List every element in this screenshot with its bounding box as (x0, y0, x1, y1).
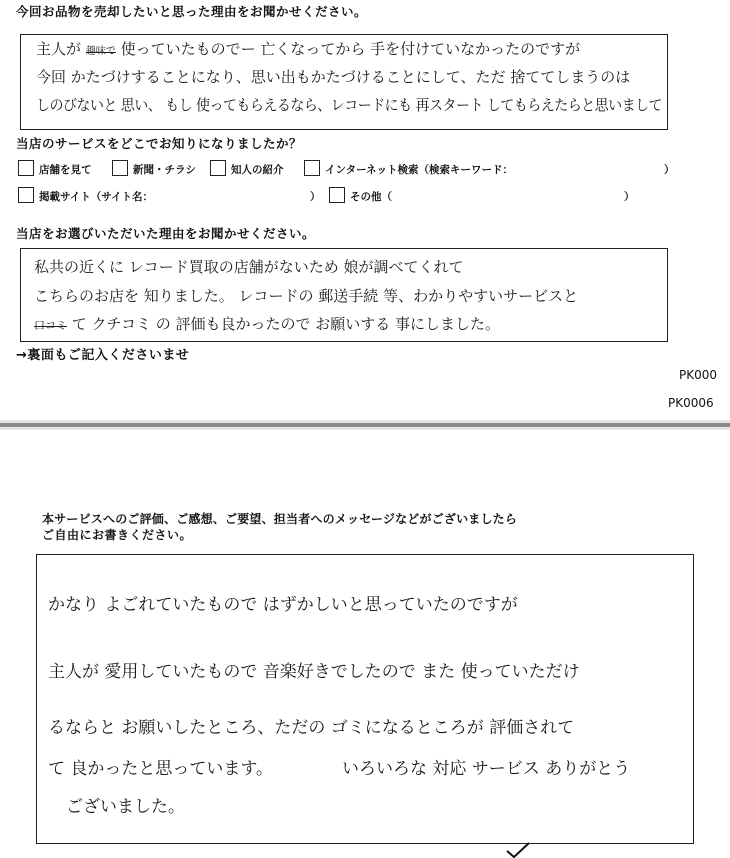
option-referral-label: 知人の紹介 (231, 164, 284, 176)
q3-answer-line-1: 私共の近くに レコード買取の店舗がないため 娘が調べてくれて (34, 258, 464, 276)
checkbox-referral[interactable] (210, 160, 226, 176)
q3-answer-line-2: こちらのお店を 知りました。 レコードの 郵送手続 等、わかりやすいサービスと (34, 287, 579, 305)
q3-answer-line-3 (34, 313, 500, 334)
checkbox-store[interactable] (18, 160, 34, 176)
q1-answer-line-1a (36, 38, 580, 59)
q3-crossed-word: 口コミ (34, 319, 67, 332)
checkbox-newspaper[interactable] (112, 160, 128, 176)
q1-crossed-word: 趣味で (85, 46, 116, 57)
option-listing-site-label: 掲載サイト（サイト名： (39, 191, 154, 203)
q1-answer-line-1-rest: 使っていたものでー 亡くなってから 手を付けていなかったのですが (120, 40, 581, 58)
other-close: ） (624, 191, 635, 203)
feedback-line-5: いろいろな 対応 サービス ありがとう (342, 759, 631, 779)
q1-answer-line-2: 今回 かたづけすることになり、思い出もかたづけることにして、ただ 捨ててしまうのは (36, 68, 631, 86)
question-2-heading: 当店のサービスをどこでお知りになりましたか？ (16, 136, 303, 151)
scan-separator (0, 420, 730, 430)
checkbox-internet[interactable] (304, 160, 320, 176)
form-page-2 (0, 430, 730, 858)
form-page-1 (0, 0, 730, 420)
feedback-heading-line-2: ご自由にお書きください。 (42, 528, 193, 542)
internet-keyword-close: ） (664, 164, 675, 176)
footer-note: →裏面もご記入くださいませ (16, 348, 190, 363)
question-3-heading: 当店をお選びいただいた理由をお聞かせください。 (16, 226, 316, 241)
question-1-heading: 今回お品物を売却したいと思った理由をお聞かせください。 (16, 4, 368, 19)
option-other-label: その他（ (350, 191, 392, 203)
listing-site-close: ） (310, 191, 321, 203)
option-newspaper-label: 新聞・チラシ (133, 164, 196, 176)
feedback-line-2: 主人が 愛用していたもので 音楽好きでしたので また 使っていただけ (48, 662, 580, 682)
form-code-2: PK0006 (668, 396, 714, 410)
q3-answer-line-3-rest: て クチコミ の 評価も良かったので お願いする 事にしました。 (71, 315, 501, 333)
q1-answer-line-1-start: 主人が (36, 40, 82, 58)
feedback-line-1: かなり よごれていたもので はずかしいと思っていたのですが (48, 595, 518, 615)
option-store-label: 店舗を見て (39, 164, 92, 176)
form-code-1: PK000 (679, 368, 718, 382)
feedback-line-6: ございました。 (66, 797, 185, 817)
checkbox-listing-site[interactable] (18, 187, 34, 203)
option-internet-label: インターネット検索（検索キーワード： (325, 164, 514, 176)
q1-answer-line-3: しのびないと 思い、 もし 使ってもらえるなら、レコードにも 再スタート してもらえたらと思いまして (36, 96, 663, 114)
feedback-line-3: るならと お願いしたところ、ただの ゴミになるところが 評価されて (48, 718, 575, 738)
feedback-line-4: て 良かったと思っています。 (48, 759, 274, 779)
feedback-heading-line-1: 本サービスへのご評価、ご感想、ご要望、担当者へのメッセージなどがございましたら (42, 512, 518, 526)
checkmark-icon (505, 842, 531, 858)
checkbox-other[interactable] (329, 187, 345, 203)
